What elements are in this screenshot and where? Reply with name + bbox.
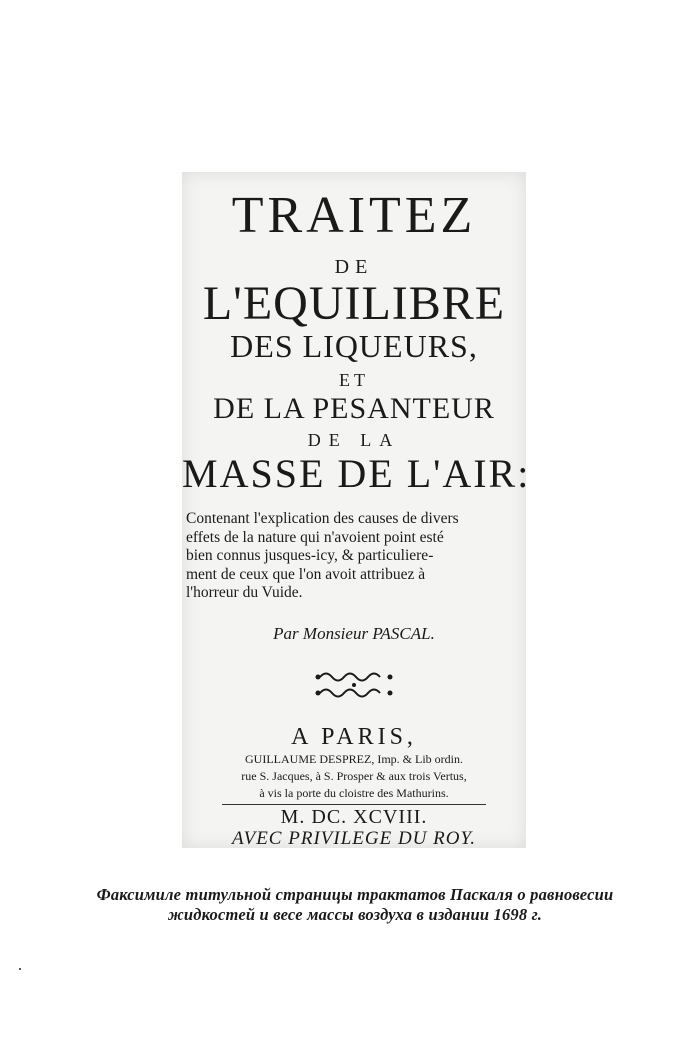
imprint-line: rue S. Jacques, à S. Prosper & aux trois Vertus, — [241, 769, 467, 783]
divider — [222, 804, 486, 805]
title-de-la: DE LA — [307, 430, 401, 450]
title-equilibre: L'EQUILIBRE — [202, 277, 506, 330]
title-masse: MASSE DE L'AIR: — [182, 451, 531, 496]
imprint-city: A PARIS, — [291, 724, 417, 750]
imprint-line: à vis la porte du cloistre des Mathurins. — [259, 786, 449, 800]
description-line: bien connus jusques-icy, & particuliere- — [186, 547, 434, 564]
publication-date: M. DC. XCVIII. — [280, 806, 428, 828]
caption-line: жидкостей и весе массы воздуха в издании 1698 г. — [167, 905, 543, 924]
description-line: Contenant l'explication des causes de divers — [186, 510, 459, 527]
description-line: effets de la nature qui n'avoient point esté — [186, 528, 444, 546]
title-page-facsimile — [182, 172, 531, 849]
title-de: DE — [334, 256, 374, 278]
caption-line: Факсимиле титульной страницы трактатов Паскаля о равновесии — [96, 885, 614, 904]
title-liqueurs: DES LIQUEURS, — [230, 328, 478, 364]
scan-speck — [19, 968, 21, 970]
figure-caption — [40, 885, 670, 925]
printer-ornament-icon — [314, 668, 394, 702]
description-line: l'horreur du Vuide. — [186, 584, 303, 601]
title-pesanteur: DE LA PESANTEUR — [213, 392, 495, 425]
title-et: ET — [339, 370, 369, 390]
royal-privilege: AVEC PRIVILEGE DU ROY. — [231, 828, 477, 849]
description-line: ment de ceux que l'on avoit attribuez à — [186, 565, 426, 583]
imprint-line: GUILLAUME DESPREZ, Imp. & Lib ordin. — [245, 752, 463, 766]
author: Par Monsieur PASCAL. — [273, 624, 435, 643]
book-title: TRAITEZ — [231, 187, 477, 244]
description — [186, 510, 522, 603]
